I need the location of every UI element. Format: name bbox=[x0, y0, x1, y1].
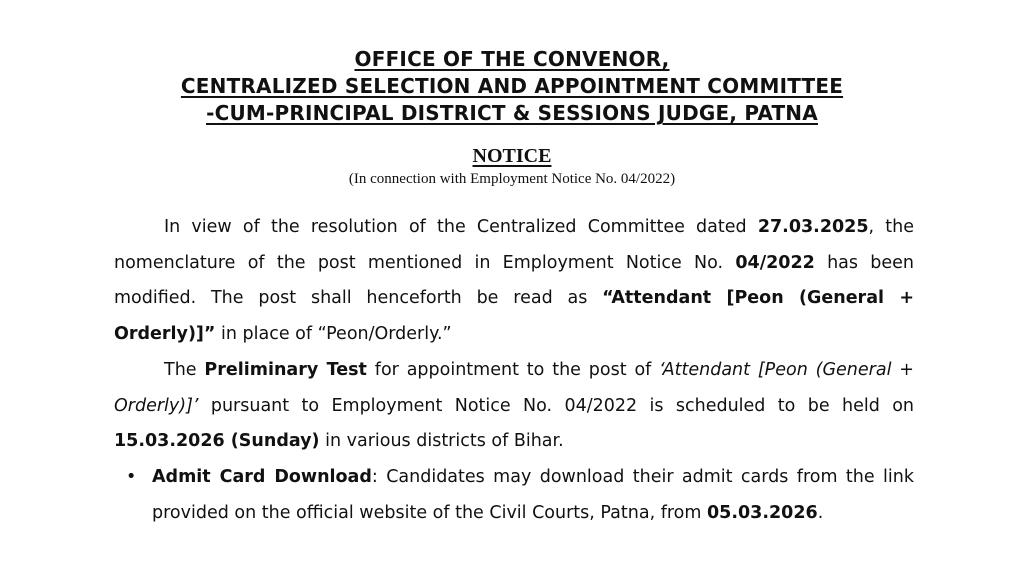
header-line-1: OFFICE OF THE CONVENOR, bbox=[354, 47, 670, 71]
notice-body bbox=[114, 210, 914, 531]
header-line-3: -CUM-PRINCIPAL DISTRICT & SESSIONS JUDGE, PATNA bbox=[206, 101, 818, 125]
test-name: Preliminary Test bbox=[204, 359, 367, 380]
bullet-marker: • bbox=[126, 466, 137, 487]
list-item-admit-card bbox=[114, 460, 914, 531]
paragraph-text: in place of “Peon/Orderly.” bbox=[215, 324, 452, 345]
paragraph-preliminary-test bbox=[114, 353, 914, 460]
header-line-2: CENTRALIZED SELECTION AND APPOINTMENT COMMITTEE bbox=[180, 74, 844, 98]
post-name-italic: ‘Attendant [Peon (General + Orderly)]’ bbox=[114, 359, 914, 416]
notice-subtitle: (In connection with Employment Notice No. 04/2022) bbox=[348, 171, 676, 187]
paragraph-resolution bbox=[114, 210, 914, 353]
employment-notice-number: 04/2022 bbox=[735, 252, 815, 273]
paragraph-text: pursuant to Employment Notice No. 04/2022 is scheduled to be held on bbox=[198, 395, 914, 416]
notice-title: NOTICE bbox=[472, 145, 552, 167]
admit-card-heading: Admit Card Download bbox=[152, 466, 372, 487]
resolution-date: 27.03.2025 bbox=[757, 217, 869, 237]
paragraph-text: for appointment to the post of bbox=[366, 359, 660, 380]
paragraph-text: in various districts of Bihar. bbox=[319, 431, 564, 452]
admit-card-date: 05.03.2026 bbox=[706, 502, 818, 523]
paragraph-text: has been modified. The post shall henceforth be read as bbox=[114, 252, 914, 309]
paragraph-text: The bbox=[164, 359, 205, 380]
office-header bbox=[0, 46, 1024, 127]
list-item-text: . bbox=[817, 502, 824, 523]
instruction-list bbox=[114, 460, 914, 531]
paragraph-text: In view of the resolution of the Centralized Committee dated bbox=[164, 217, 758, 237]
exam-date: 15.03.2026 (Sunday) bbox=[114, 431, 320, 452]
list-item-text: : Candidates may download their admit cards from the link provided on the official website of the Civil Courts, Patna, from bbox=[152, 466, 914, 523]
paragraph-text: , the nomenclature of the post mentioned in Employment Notice No. bbox=[114, 217, 914, 273]
new-post-name: “Attendant [Peon (General + Orderly)]” bbox=[114, 288, 914, 345]
